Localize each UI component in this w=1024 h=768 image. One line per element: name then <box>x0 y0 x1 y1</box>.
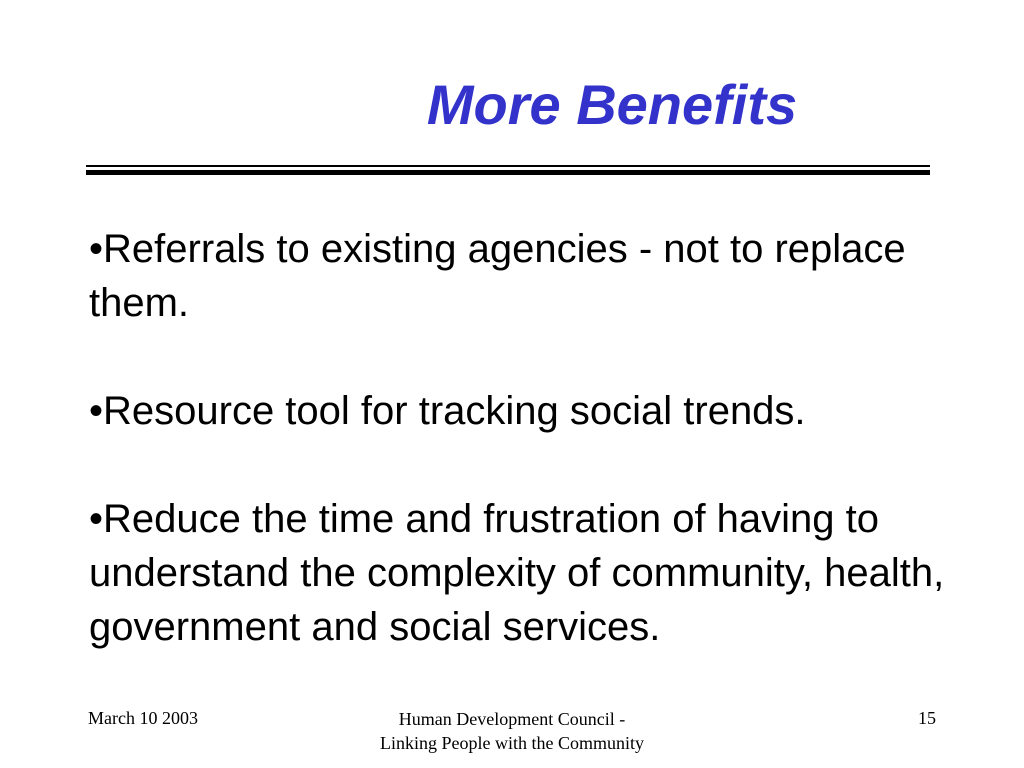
footer-page-number: 15 <box>918 708 936 728</box>
title-divider-thin <box>86 165 930 167</box>
bullet-item-resource-tool: •Resource tool for tracking social trends. <box>89 389 806 433</box>
bullet-spacer <box>89 438 979 492</box>
slide-title: More Benefits <box>426 73 798 136</box>
footer-organization <box>362 707 662 755</box>
bullet-list <box>89 222 979 654</box>
footer-date: March 10 2003 <box>88 708 198 728</box>
bullet-item-referrals: •Referrals to existing agencies - not to replace them. <box>89 227 906 325</box>
bullet-item-reduce-time: •Reduce the time and frustration of having to understand the complexity of community, health, government and social services. <box>89 497 945 649</box>
title-divider-thick <box>86 170 930 175</box>
bullet-spacer <box>89 330 979 384</box>
footer-org-line2: Linking People with the Community <box>380 733 644 753</box>
footer-org-line1: Human Development Council - <box>398 709 626 729</box>
